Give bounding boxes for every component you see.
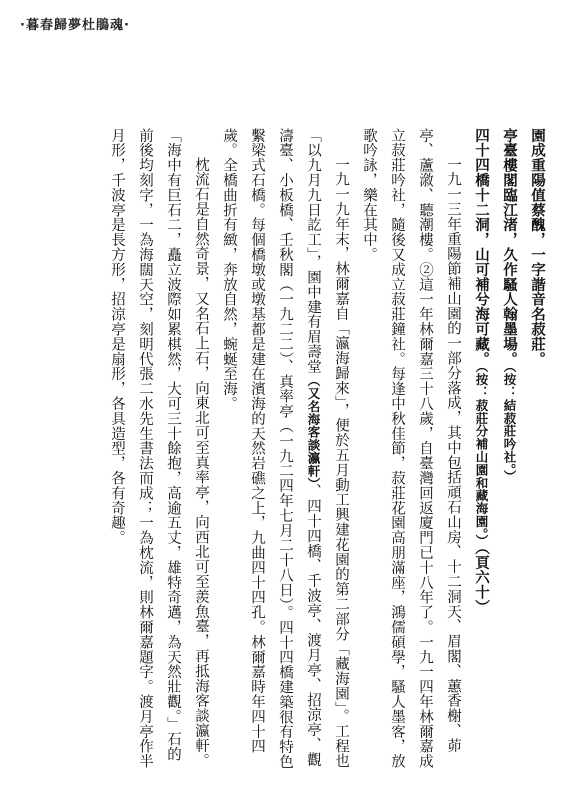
paragraph-2: 一九一九年末，林爾嘉自「瀛海歸來」，便於五月動工興建花園的第二部分「藏海園」。工程也「以九月九日訖工」，園中建有眉壽堂（又名海客談瀛軒）、四十四橋、千波亭、渡月亭、招涼亭、觀濤臺、小板橋、壬秋閣（一九二二）、真率亭（一九二四年七月二十八日）。四十四橋建築很有特色繫梁式石橋。每個橋墩或墩基都是建在濱海的天然岩礁之上，九曲四十四孔。林爾嘉時年四十四歲。全橋曲折有緻，奔放自然，蜿蜒至海。: [221, 128, 349, 770]
verse-line-1: 園成重陽值蔡醜，一字諧音名菽莊。: [529, 128, 546, 367]
verse-line-2: 亭臺樓閣臨江渚，久作騷人翰墨場。（按：結菽莊吟社。）: [501, 128, 518, 483]
running-header: ·暮春歸夢杜鵑魂·: [20, 18, 130, 33]
verse-line-3: 四十四橋十二洞，山可補兮海可藏。（按：菽莊分補山園和藏海園。）（頁六十）: [473, 128, 490, 615]
paragraph-3: 枕流石是自然奇景，又名石上石，向東北可至真率亭，向西北可至羨魚臺，再抵海客談瀛軒。「海中有巨石二，矗立波際如累棋然，大可三十餘抱，高逾五丈，雄特奇邁，為天然壯觀。」石的前後均刻字，一為海闊天空，刻明代張二水先生書法而成；一為枕流，則林爾嘉題字。渡月亭作半月形，千波亭是長方形，招涼亭是扇形，各具造型，各有奇趣。: [109, 128, 209, 769]
vertical-body-text: [51, 128, 551, 776]
paragraph-1: 一九一三年重陽節補山園的一部分落成，其中包括頑石山房、十二洞天、眉閣、蕙香榭、茆亭、蘆漵、聽潮樓。②這一年林爾嘉三十八歲，自臺灣回返廈門已十八年了。一九一四年林爾嘉成立菽莊吟社，隨後又成立菽莊鐘社。每逢中秋佳節，菽莊花園高朋滿座，鴻儒碩學，騷人墨客，放歌吟詠，樂在其中。: [361, 128, 461, 769]
